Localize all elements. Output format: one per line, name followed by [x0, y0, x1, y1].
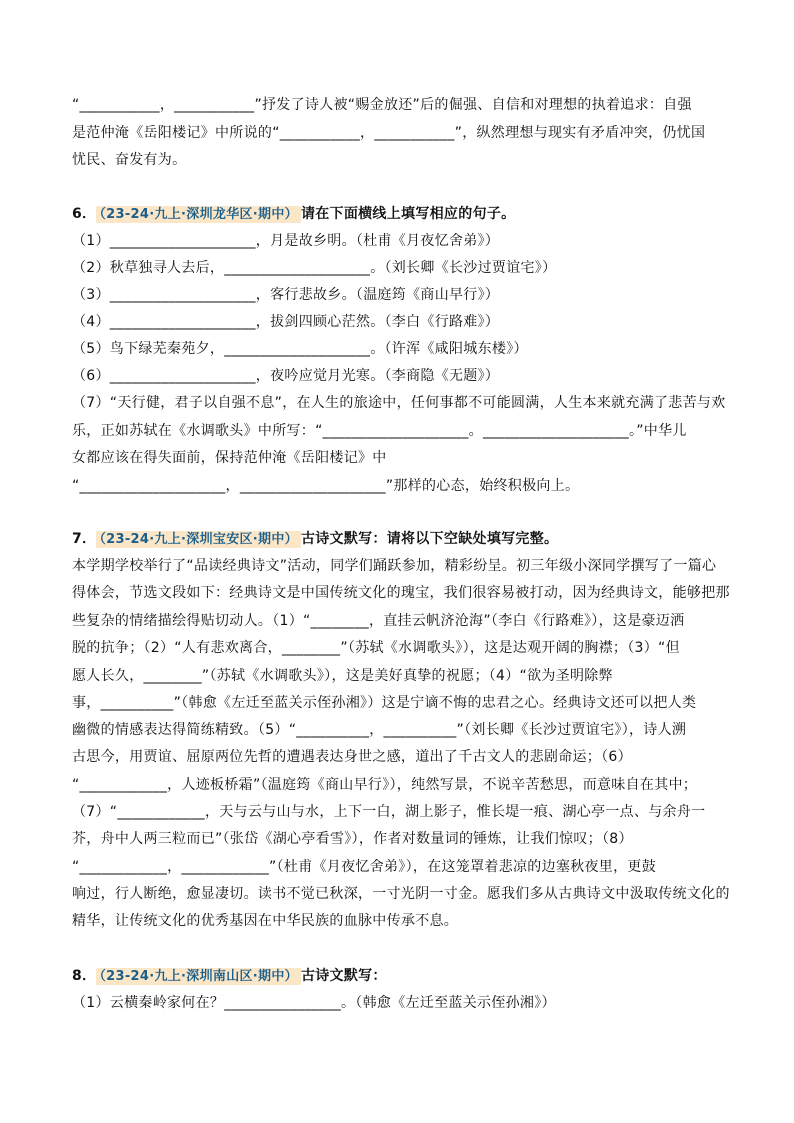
q7-line: 得体会，节选文段如下：经典诗文是中国传统文化的瑰宝，我们很容易被打动，因为经典诗文，能够把那	[72, 585, 730, 601]
q5-text-line: 忧民、奋发有为。	[72, 152, 187, 168]
q5-text-line: “___________，___________”抒发了诗人被“赐金放还”后的倔强、自信和对理想的执着追求：自强	[72, 97, 692, 113]
question-6-header	[72, 205, 515, 224]
q7-line: 本学期学校举行了“品读经典诗文”活动，同学们踊跃参加，精彩纷呈。初三年级小深同学撰写了一篇心	[72, 558, 717, 574]
q7-line: “____________，人迹板桥霜”（温庭筠《商山早行》），纯然写景，不说辛苦愁思，而意味自在其中；	[72, 777, 698, 793]
question-instruction: 古诗文默写：请将以下空缺处填写完整。	[300, 531, 559, 547]
q7-line: （7）“____________，天与云与山与水，上下一白，湖上影子，惟长堤一痕、湖心亭一点、与余舟一	[72, 804, 706, 820]
question-instruction: 古诗文默写：	[300, 968, 387, 984]
q6-line: （2）秋草独寻人去后，____________________。（刘长卿《长沙过贾谊宅》）	[72, 260, 557, 276]
q6-line: （3）____________________，客行悲故乡。（温庭筠《商山早行》）	[72, 287, 500, 303]
question-number: 7．	[72, 531, 97, 547]
q6-line: （7）“天行健，君子以自强不息”，在人生的旅途中，任何事都不可能圆满，人生本来就充满了悲苦与欢	[72, 395, 726, 411]
q6-line: （6）____________________，夜吟应觉月光寒。（李商隐《无题》）	[72, 368, 500, 384]
question-7-header	[72, 530, 558, 549]
q6-line: （4）____________________，拔剑四顾心茫然。（李白《行路难》）	[72, 314, 500, 330]
q7-line: 脱的抗争；（2）“人有悲欢离合，________”（苏轼《水调歌头》），这是达观开阔的胸襟；（3）“但	[72, 640, 680, 656]
q6-line: （5）鸟下绿芜秦苑夕，____________________。（许浑《咸阳城东楼》）	[72, 341, 528, 357]
q6-line: “____________________，____________________”那样的心态，始终积极向上。	[72, 478, 580, 494]
q7-line: 精华，让传统文化的优秀基因在中华民族的血脉中传承不息。	[72, 913, 459, 929]
q6-line: 乐，正如苏轼在《水调歌头》中所写：“____________________。____________________。”中华儿	[72, 423, 687, 439]
source-tag: （23-24·九上·深圳龙华区·期中）	[96, 206, 301, 223]
q6-line: 女都应该在得失面前，保持范仲淹《岳阳楼记》中	[72, 450, 387, 466]
question-number: 8．	[72, 968, 97, 984]
q7-line: 些复杂的情绪描绘得贴切动人。（1）“________，直挂云帆济沧海”（李白《行路难》），这是豪迈洒	[72, 613, 685, 629]
source-tag: （23-24·九上·深圳南山区·期中）	[96, 968, 301, 985]
q7-line: 幽微的情感表达得简练精致。（5）“__________，__________”（刘长卿《长沙过贾谊宅》），诗人溯	[72, 722, 687, 738]
q5-text-line: 是范仲淹《岳阳楼记》中所说的“___________，___________”，纵然理想与现实有矛盾冲突，仍忧国	[72, 125, 706, 141]
q7-line: “____________，____________”（杜甫《月夜忆舍弟》），在这笼罩着悲凉的边塞秋夜里，更鼓	[72, 859, 657, 875]
q8-line: （1）云横秦岭家何在？________________。（韩愈《左迁至蓝关示侄孙湘》）	[72, 995, 556, 1011]
q6-line: （1）____________________，月是故乡明。（杜甫《月夜忆舍弟》）	[72, 233, 500, 249]
question-instruction: 请在下面横线上填写相应的句子。	[300, 206, 516, 222]
q7-line: 愿人长久，________”（苏轼《水调歌头》），这是美好真挚的祝愿；（4）“欲为圣明除弊	[72, 668, 613, 684]
question-8-header	[72, 967, 387, 986]
q7-line: 芥，舟中人两三粒而已”（张岱《湖心亭看雪》），作者对数量词的锤炼，让我们惊叹；（8）	[72, 831, 633, 847]
q7-line: 古思今，用贾谊、屈原两位先哲的遭遇表达身世之感，道出了千古文人的悲剧命运；（6）	[72, 749, 632, 765]
q7-line: 响过，行人断绝，愈显凄切。读书不觉已秋深，一寸光阴一寸金。愿我们多从古典诗文中汲取传统文化的	[72, 886, 730, 902]
q7-line: 事，__________”（韩愈《左迁至蓝关示侄孙湘》）这是宁谪不悔的忠君之心。经典诗文还可以把人类	[72, 695, 697, 711]
source-tag: （23-24·九上·深圳宝安区·期中）	[96, 531, 301, 548]
question-number: 6．	[72, 206, 97, 222]
